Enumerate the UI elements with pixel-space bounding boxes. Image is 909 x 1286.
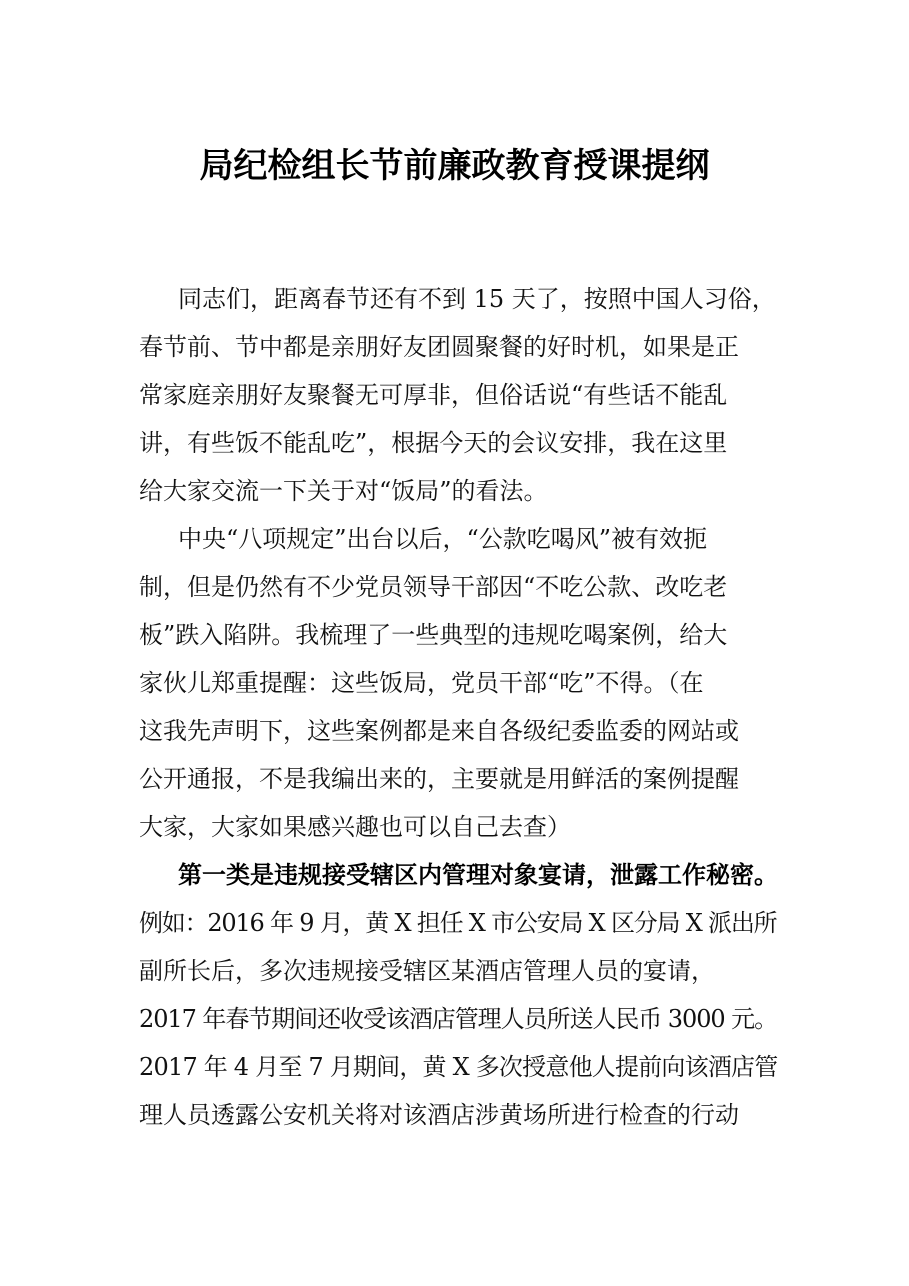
section-heading-first-category: 第一类是违规接受辖区内管理对象宴请，泄露工作秘密。 [178, 861, 778, 889]
paragraph-3-line-1: 例如：2016 年 9 月，黄 X 担任 X 市公安局 X 区分局 X 派出所 [139, 909, 777, 937]
paragraph-1-line-5: 给大家交流一下关于对“饭局”的看法。 [139, 477, 548, 505]
paragraph-2-line-3: 板”跌入陷阱。我梳理了一些典型的违规吃喝案例，给大 [139, 621, 728, 649]
paragraph-1-line-1: 同志们，距离春节还有不到 15 天了，按照中国人习俗， [178, 285, 776, 313]
paragraph-2-line-1: 中央“八项规定”出台以后，“公款吃喝风”被有效扼 [178, 525, 708, 553]
paragraph-3-line-3: 2017 年春节期间还收受该酒店管理人员所送人民币 3000 元。 [139, 1005, 778, 1033]
paragraph-1-line-2: 春节前、节中都是亲朋好友团圆聚餐的好时机，如果是正 [139, 333, 739, 361]
paragraph-2-line-5: 这我先声明下，这些案例都是来自各级纪委监委的网站或 [139, 717, 739, 745]
paragraph-2-line-4: 家伙儿郑重提醒：这些饭局，党员干部“吃”不得。（在 [139, 669, 704, 697]
paragraph-3-line-4: 2017 年 4 月至 7 月期间，黄 X 多次授意他人提前向该酒店管 [139, 1053, 778, 1081]
paragraph-2-line-6: 公开通报，不是我编出来的，主要就是用鲜活的案例提醒 [139, 765, 739, 793]
paragraph-2-line-7: 大家，大家如果感兴趣也可以自己去查） [139, 813, 571, 841]
paragraph-2-line-2: 制，但是仍然有不少党员领导干部因“不吃公款、改吃老 [139, 573, 728, 601]
paragraph-3-line-5: 理人员透露公安机关将对该酒店涉黄场所进行检查的行动 [139, 1101, 739, 1129]
paragraph-3-line-2: 副所长后，多次违规接受辖区某酒店管理人员的宴请， [139, 957, 715, 985]
paragraph-1-line-3: 常家庭亲朋好友聚餐无可厚非，但俗话说“有些话不能乱 [139, 381, 728, 409]
document-title: 局纪检组长节前廉政教育授课提纲 [199, 146, 710, 186]
paragraph-1-line-4: 讲，有些饭不能乱吃”，根据今天的会议安排，我在这里 [139, 429, 728, 457]
